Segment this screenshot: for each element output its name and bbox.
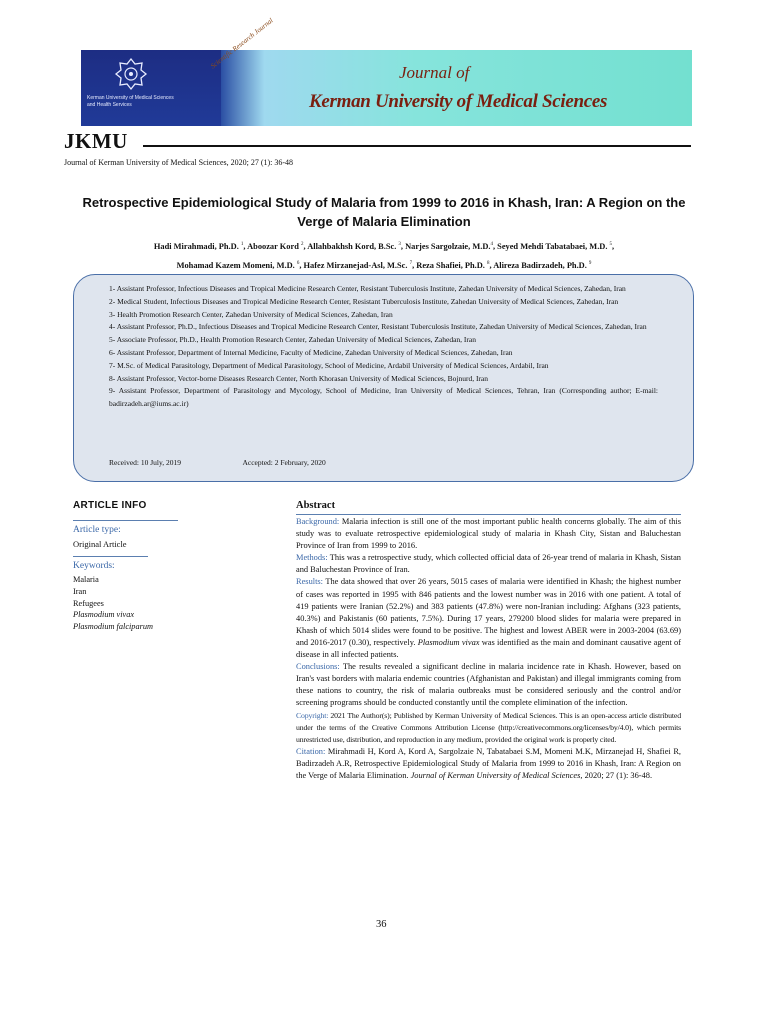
author: Narjes Sargolzaie, M.D.$^4$ xyxy=(405,241,493,251)
author: Hadi Mirahmadi, Ph.D. $^1$ xyxy=(153,241,244,251)
abstract-heading: Abstract xyxy=(296,500,336,511)
affiliation-item: 7- M.Sc. of Medical Parasitology, Department of Medical Parasitology, School of Medicine, Ardabil University of Medical Sciences, Ardabil, Iran xyxy=(109,360,549,370)
author-line-2: Mohamad Kazem Momeni, M.D. $^6$, Hafez Mirzanejad-Asl, M.Sc. $^7$, Reza Shafiei, Ph.D. $^8$, Alireza Badirzadeh, Ph.D. $^9$ xyxy=(176,260,592,270)
keywords-rule xyxy=(73,556,148,557)
abstract-results: Results: The data showed that over 26 years, 5015 cases of malaria were identified in Khash; the highest number of cases was reported in 1995 with 846 patients and the lowest number was in 2016 with one patient. A total of 419 patients were Iranian (52.2%) and 383 patients (47.8%) were non-Iranian including: Afghans (323 patients, 40.3%) and Pakistanis (60 patients, 7.5%). During 17 years, 279200 blood slides for malaria were prepared in Khash of which 5014 slides were found to be positive. The highest and lowest ABER were in 2003-2004 (63.69) and 2016-2017 (0.30), respectively. Plasmodium vivax was identified as the main and dominant causative agent of disease in all infected patients. xyxy=(296,577,682,660)
journal-banner xyxy=(81,16,692,126)
affiliation-item: 9- Assistant Professor, Department of Parasitology and Mycology, School of Medicine, Iran University of Medical Sciences, Tehran, Iran (Corresponding author; E-mail: badirzadeh.ar@iums.ac.ir) xyxy=(109,386,658,409)
author: Aboozar Kord $^2$ xyxy=(247,241,304,251)
author: Seyed Mehdi Tabatabaei, M.D. $^5$ xyxy=(497,241,613,251)
abstract-copyright: Copyright: 2021 The Author(s); Published by Kerman University of Medical Sciences. This is an open-access article distributed under the terms of the Creative Commons Attribution License (http://creativecommons.org/licenses/by/4.0), which permits unrestricted use, distribution, and reproduction in any medium, provided the original work is properly cited. xyxy=(296,710,681,744)
scientific-research-stamp: Scientific Research Journal xyxy=(209,16,275,71)
affiliation-item: 3- Health Promotion Research Center, Zahedan University of Medical Sciences, Zahedan, Iran xyxy=(109,309,393,319)
received-date: Received: 10 July, 2019 xyxy=(109,458,182,467)
affiliation-list xyxy=(109,283,658,411)
affiliation-item: 2- Medical Student, Infectious Diseases and Tropical Medicine Research Center, Resistant Tuberculosis Institute, Zahedan University of Medical Sciences, Zahedan, Iran xyxy=(109,296,619,306)
keyword-list xyxy=(73,574,153,633)
author: Alireza Badirzadeh, Ph.D. $^9$ xyxy=(493,260,592,270)
copyright-label: Copyright: xyxy=(296,710,329,720)
author: Hafez Mirzanejad-Asl, M.Sc. $^7$ xyxy=(303,260,413,270)
university-name-line2: and Health Services xyxy=(87,102,132,108)
author-list xyxy=(64,236,704,274)
abstract-body xyxy=(296,516,681,782)
abstract-conclusions: Conclusions: The results revealed a significant decline in malaria incidence rate in Khash. However, based on Iran's vast borders with malaria endemic countries (Afghanistan and Pakistan) and illegal immigrants coming from these nations to country, the risk of malaria outbreaks must be considered seriously and the control and/or screening programs should be conducted constantly until the complete elimination of the infection. xyxy=(296,662,681,708)
keyword: Plasmodium vivax xyxy=(73,610,135,620)
article-title: Retrospective Epidemiological Study of Malaria from 1999 to 2016 in Khash, Iran: A Region on the Verge of Malaria Elimination xyxy=(82,195,686,229)
abstract-background: Background: Malaria infection is still one of the most important public health concerns globally. The aim of this study was to evaluate retrospective epidemiological study of malaria in Khash City, Sistan and Baluchestan Province of Iran from 1999 to 2016. xyxy=(296,517,681,551)
abstract-rule xyxy=(296,514,681,515)
author: Allahbakhsh Kord, B.Sc. $^3$ xyxy=(307,241,401,251)
abstract-methods: Methods: This was a retrospective study, which collected official data of 26-year trend of malaria in Khash, Sistan and Baluchestan Province of Iran. xyxy=(296,553,681,575)
results-label: Results: xyxy=(296,577,323,587)
keyword: Malaria xyxy=(73,575,99,584)
author-line-1: Hadi Mirahmadi, Ph.D. $^1$, Aboozar Kord $^2$, Allahbakhsh Kord, B.Sc. $^3$, Narjes Sargolzaie, M.D.$^4$, Seyed Mehdi Tabatabaei, M.D. $^5$, xyxy=(153,241,615,251)
header-rule xyxy=(143,145,691,147)
author: Mohamad Kazem Momeni, M.D. $^6$ xyxy=(176,260,300,270)
conclusions-label: Conclusions: xyxy=(296,662,340,672)
banner-logo-panel xyxy=(81,50,221,126)
affiliation-item: 6- Assistant Professor, Department of Internal Medicine, Faculty of Medicine, Zahedan University of Medical Sciences, Zahedan, Iran xyxy=(109,347,513,357)
university-logo-icon xyxy=(115,58,147,90)
author: Reza Shafiei, Ph.D. $^8$ xyxy=(416,260,490,270)
affiliation-item: 1- Assistant Professor, Infectious Diseases and Tropical Medicine Research Center, Resistant Tuberculosis Institute, Zahedan University of Medical Sciences, Zahedan, Iran xyxy=(109,284,626,293)
keyword: Plasmodium falciparum xyxy=(73,622,153,632)
submission-dates xyxy=(109,458,386,467)
journal-citation: Journal of Kerman University of Medical Sciences, 2020; 27 (1): 36-48 xyxy=(64,158,294,167)
affiliation-item: 4- Assistant Professor, Ph.D., Infectious Diseases and Tropical Medicine Research Center, Resistant Tuberculosis Institute, Zahedan University of Medical Sciences, Zahedan, Iran xyxy=(109,322,647,332)
keyword: Iran xyxy=(73,586,87,596)
article-info-rule xyxy=(73,520,178,521)
banner-journal-name: Kerman University of Medical Sciences xyxy=(309,91,608,112)
article-info-heading: ARTICLE INFO xyxy=(73,500,147,511)
journal-abbreviation: JKMU xyxy=(64,129,128,153)
article-type-value: Original Article xyxy=(73,539,127,549)
background-label: Background: xyxy=(296,517,340,526)
page-number: 36 xyxy=(376,919,387,930)
banner-journal-of: Journal of xyxy=(399,63,470,82)
accepted-date: Accepted: 2 February, 2020 xyxy=(242,458,326,467)
methods-label: Methods: xyxy=(296,553,328,563)
citation-label: Citation: xyxy=(296,746,326,756)
abstract-citation: Citation: Mirahmadi H, Kord A, Kord A, Sargolzaie N, Tabatabaei S.M, Momeni M.K, Mirzanejad H, Shafiei R, Badirzadeh A.R, Retrospective Epidemiological Study of Malaria from 1999 to 2016 in Khash, Iran: A Region on the Verge of Malaria Elimination. Journal of Kerman University of Medical Sciences, 2020; 27 (1): 36-48. xyxy=(296,746,681,780)
article-type-label: Article type: xyxy=(73,525,121,535)
affiliation-item: 8- Assistant Professor, Vector-borne Diseases Research Center, North Khorasan University of Medical Sciences, Bojnurd, Iran xyxy=(109,373,489,383)
affiliation-item: 5- Associate Professor, Ph.D., Health Promotion Research Center, Zahedan University of Medical Sciences, Zahedan, Iran xyxy=(109,335,477,345)
university-name-line1: Kerman University of Medical Sciences xyxy=(87,95,174,101)
keyword: Refugees xyxy=(73,598,104,608)
keywords-label: Keywords: xyxy=(73,561,115,571)
